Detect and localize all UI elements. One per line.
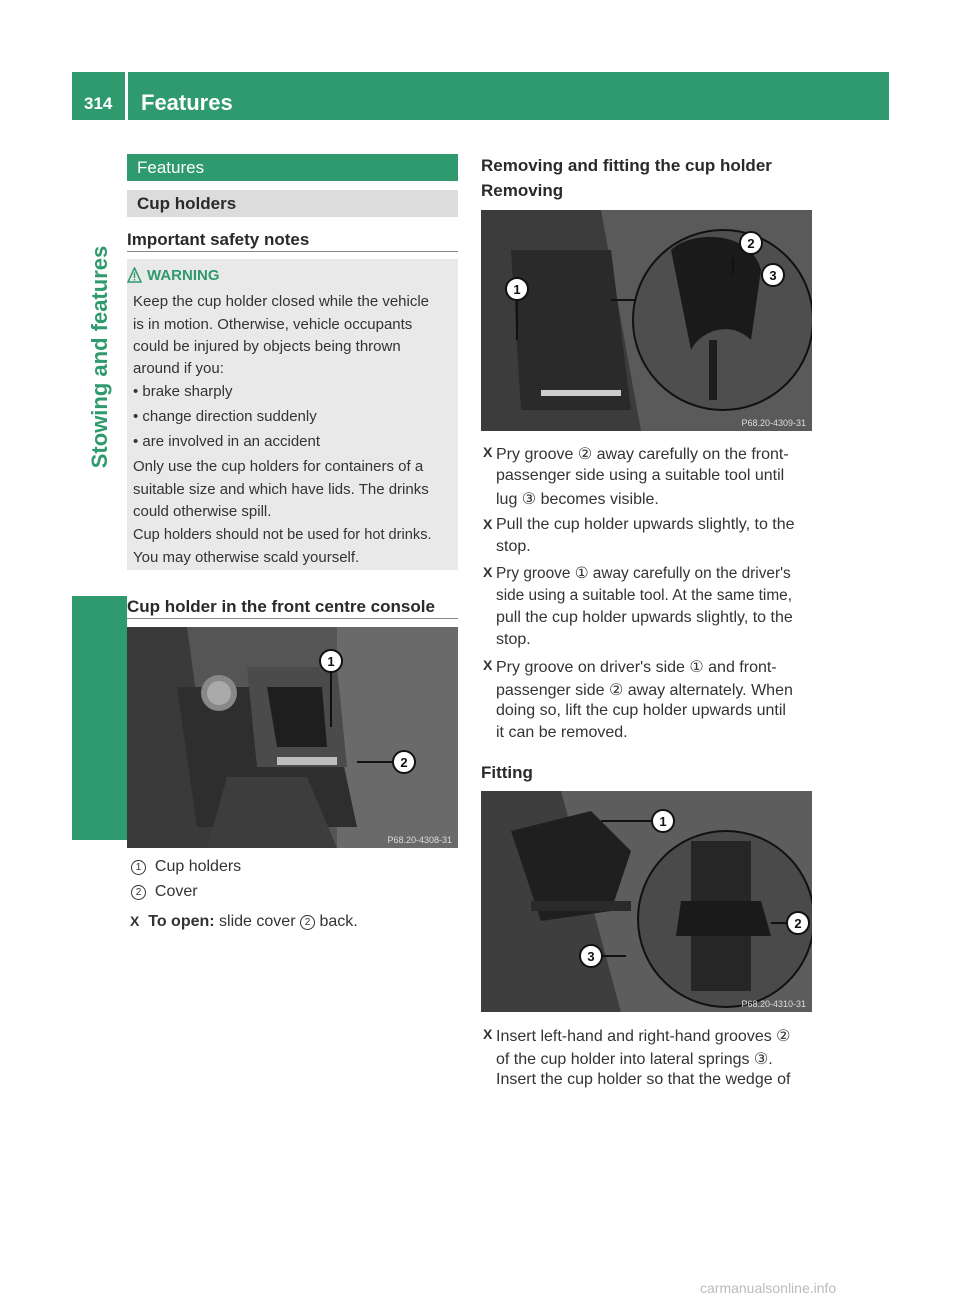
step-line: Pry groove on driver's side ① and front- — [496, 659, 777, 676]
svg-text:2: 2 — [747, 236, 755, 251]
svg-text:1: 1 — [659, 814, 667, 829]
step-arrow-icon: X — [483, 516, 493, 532]
header-title: Features — [141, 90, 233, 115]
step-line: doing so, lift the cup holder upwards until — [496, 702, 786, 719]
svg-text:3: 3 — [587, 949, 595, 964]
section-title: Features — [137, 158, 205, 177]
side-tab — [72, 122, 127, 592]
warning-line: suitable size and which have lids. The drinks — [133, 481, 429, 498]
cup-holder-console-photo — [127, 627, 458, 848]
fitting-heading: Fitting — [481, 763, 533, 782]
warning-line: Cup holders should not be used for hot drinks. — [133, 527, 432, 543]
warning-triangle-icon — [127, 267, 142, 283]
step-line: Pry groove ② away carefully on the front- — [496, 446, 789, 463]
warning-bullet: • brake sharply — [133, 383, 233, 400]
page-number: 314 — [84, 94, 113, 113]
step-line: passenger side using a suitable tool until — [496, 467, 785, 484]
warning-bullet: • change direction suddenly — [133, 408, 317, 425]
step-line: of the cup holder into lateral springs ③. — [496, 1051, 773, 1068]
step-line: Insert the cup holder so that the wedge of — [496, 1071, 791, 1088]
warning-line: Only use the cup holders for containers of a — [133, 458, 424, 475]
heading-rule — [127, 251, 458, 252]
warning-line: could otherwise spill. — [133, 503, 272, 520]
figure-code: P68.20-4310-31 — [741, 999, 806, 1009]
warning-box — [127, 259, 458, 570]
warning-line: could be injured by objects being thrown — [133, 338, 401, 355]
warning-line: You may otherwise scald yourself. — [133, 549, 360, 566]
heading-rule — [127, 618, 458, 619]
figure-code: P68.20-4309-31 — [741, 418, 806, 428]
warning-line: Keep the cup holder closed while the vehicle — [133, 293, 430, 310]
open-step: X To open: slide cover 2 back. — [130, 913, 358, 930]
legend-item: 2 Cover — [131, 883, 198, 901]
footer-watermark: carmanualsonline.info — [700, 1280, 837, 1296]
console-heading: Cup holder in the front centre console — [127, 597, 435, 616]
step-arrow-icon: X — [130, 913, 140, 929]
step-line: Pry groove ① away carefully on the driver's — [496, 565, 791, 582]
safety-heading: Important safety notes — [127, 230, 310, 249]
svg-text:2: 2 — [794, 916, 802, 931]
warning-bullet: • are involved in an accident — [133, 433, 321, 450]
svg-text:1: 1 — [513, 282, 521, 297]
legend-item: 1 Cup holders — [131, 858, 241, 876]
step-line: Pull the cup holder upwards slightly, to the — [496, 516, 795, 533]
warning-label: WARNING — [147, 267, 220, 284]
removing-heading: Removing — [481, 181, 564, 200]
removing-fitting-heading: Removing and fitting the cup holder — [481, 156, 772, 175]
step-line: passenger side ② away alternately. When — [496, 682, 793, 699]
svg-text:3: 3 — [769, 268, 777, 283]
step-arrow-icon: X — [483, 564, 493, 580]
warning-line: around if you: — [133, 360, 224, 377]
step-line: pull the cup holder upwards slightly, to the — [496, 609, 793, 626]
subsection-title: Cup holders — [137, 194, 237, 213]
svg-text:2: 2 — [400, 755, 408, 770]
svg-text:1: 1 — [327, 654, 335, 669]
figure-code: P68.20-4308-31 — [387, 835, 452, 845]
step-line: stop. — [496, 538, 531, 555]
step-line: stop. — [496, 631, 531, 648]
step-line: lug ③ becomes visible. — [496, 491, 659, 508]
header-divider — [125, 72, 128, 120]
step-line: side using a suitable tool. At the same time, — [496, 587, 793, 604]
cup-holder-fitting-photo — [481, 791, 812, 1012]
cup-holder-removing-photo — [481, 210, 812, 431]
step-line: Insert left-hand and right-hand grooves ② — [496, 1028, 791, 1045]
side-tab-marker — [72, 596, 127, 840]
section-title-bar — [127, 154, 458, 181]
step-arrow-icon: X — [483, 657, 493, 673]
step-arrow-icon: X — [483, 444, 493, 460]
step-arrow-icon: X — [483, 1026, 493, 1042]
step-line: it can be removed. — [496, 724, 628, 741]
side-tab-label: Stowing and features — [87, 245, 112, 469]
page-header — [72, 72, 889, 120]
warning-line: is in motion. Otherwise, vehicle occupants — [133, 316, 413, 333]
subsection-title-bar — [127, 190, 458, 217]
